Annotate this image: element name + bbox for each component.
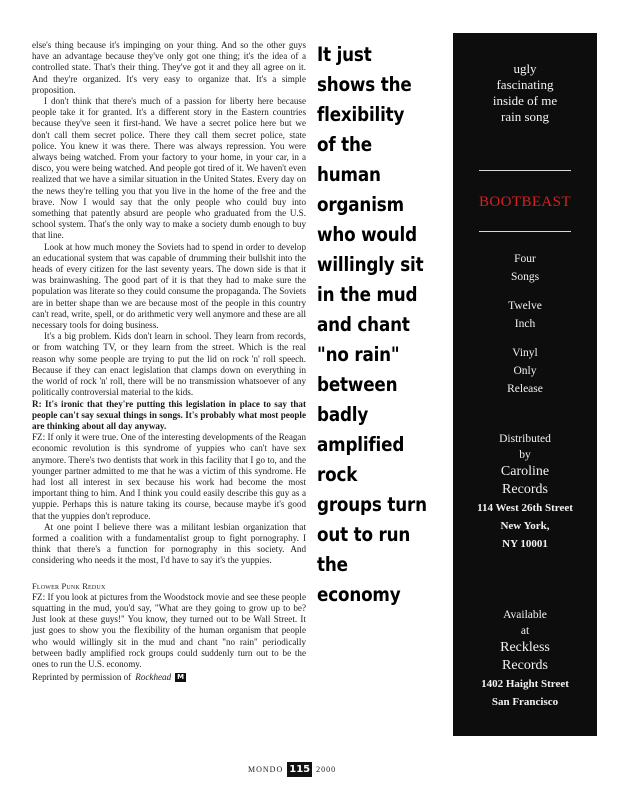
distributor-address-line: 114 West 26th Street xyxy=(477,502,573,514)
ad-distributor xyxy=(453,431,597,553)
mondo-logo-icon: M xyxy=(175,673,186,682)
paragraph: It's a big problem. Kids don't learn in school. They learn from records, or from watching TV, or they learn from the street. Which is the real reason why some people are trying to put the lid on rock 'n' roll speech. Because if they can enact legislation that clamps down on everything in the world of rock 'n' roll, there will be no transmission whatsoever of any politically controversial material to the kids. xyxy=(32,331,306,398)
release-line: Twelve xyxy=(508,300,542,313)
credit-text: Reprinted by permission of xyxy=(32,672,132,683)
release-line: Inch xyxy=(514,317,536,330)
magazine-suffix: 2000 xyxy=(316,765,337,774)
page-footer xyxy=(248,762,336,777)
tagline-line: ugly xyxy=(513,61,537,76)
available-at: at xyxy=(520,625,530,637)
ad-release-info xyxy=(453,251,597,398)
paragraph: FZ: If you look at pictures from the Woodstock movie and see these people squatting in the mud, you'd say, "What are they going to grow up to be? Just look at these guys!" You know, they turned out to be Wall Street. It just goes to show you the flexibility of the human organism that people who would willingly sit in the mud and chant "no rain" periodically between badly amplified rock groups could suddenly turn out to be the ones to run the U.S. economy. xyxy=(32,591,306,669)
release-line: Songs xyxy=(510,270,540,283)
distributor-address-line: NY 10001 xyxy=(502,538,548,550)
paragraph: At one point I believe there was a militant lesbian organization that formed a coalition with a fundamentalist group to fight pornography. I think that there's a function for pornography in this society. And considering who needs it the most, I'd have to say it's the yuppies. xyxy=(32,521,306,566)
available-label: Available xyxy=(503,609,547,621)
distributor-address-line: New York, xyxy=(500,520,550,532)
distributor-name: Records xyxy=(502,482,548,497)
reprint-credit xyxy=(32,672,306,683)
release-line: Release xyxy=(507,382,543,395)
divider xyxy=(479,231,571,232)
store-name: Reckless xyxy=(500,640,550,655)
release-line: Only xyxy=(513,364,537,377)
store-address-line: 1402 Haight Street xyxy=(481,678,569,690)
interviewer-question: R: It's ironic that they're putting this legislation in place to say that people can't say sexual things in songs. It's probably what most people are thinking about all day anyway. xyxy=(32,398,306,431)
page-number: 115 xyxy=(289,764,311,775)
section-title: Flower Punk Redux xyxy=(32,581,106,591)
store-address-line: San Francisco xyxy=(491,696,559,708)
store-name: Records xyxy=(502,658,548,673)
divider xyxy=(479,170,571,171)
ad-tagline xyxy=(453,61,597,125)
distributor-name: Caroline xyxy=(500,464,550,479)
tagline-line: rain song xyxy=(500,109,550,124)
distributed-by: by xyxy=(519,449,531,461)
magazine-name: MONDO xyxy=(248,765,284,774)
bootbeast-advertisement xyxy=(453,33,597,736)
credit-source: Rockhead xyxy=(135,672,172,683)
paragraph: Look at how much money the Soviets had to spend in order to develop an educational system that was capable of drumming their bullshit into the heads of every citizen for the last seventy years. The down side is that it was brainwashing. The good part of it is that they had to make sure the population was literate so they could consume the propaganda. The Soviets are in better shape than we are because most of the people in this country can't read, write, spell, or do arithmetic very well anymore and these are all necessary tools for doing business. xyxy=(32,241,306,331)
release-line: Four xyxy=(514,253,536,265)
release-line: Vinyl xyxy=(512,347,538,360)
paragraph: else's thing because it's impinging on your thing. And so the other guys have an advantage because they've only got one thing; it's the idea of a controlled state. That's their thing. They've got it and they all agree on it. And they're organized. It's very easy to organize that. It's a simple proposition. xyxy=(32,40,306,95)
tagline-line: fascinating xyxy=(496,77,554,92)
article-body xyxy=(32,40,306,683)
tagline-line: inside of me xyxy=(492,93,558,108)
ad-store xyxy=(453,607,597,711)
interview-answer: FZ: If only it were true. One of the interesting developments of the Reagan economic revolution is this syndrome of yuppies who can't have sex anymore. There's two dentists that work in this facility that I go to, and the younger partner admitted to me that he was a victim of this syndrome. He had lost all interest in sex because his work had become the most important thing to him. And I think you could easily describe this guy as a yuppie. Perhaps this is nature taking its course, because maybe it's good that the yuppies don't reproduce. xyxy=(32,432,306,521)
distributed-label: Distributed xyxy=(499,433,551,445)
pull-quote: It just shows the flexibility of the human organism who would willingly sit in the mud and chant "no rain" between badly amplified rock groups turn out to run the economy xyxy=(317,43,427,606)
ad-brand: BOOTBEAST xyxy=(479,194,571,210)
paragraph: I don't think that there's much of a passion for liberty here because people take it for granted. It's a different story in the Eastern countries because they've seen it first-hand. We have a secret police here but we don't call them secret police. There they call them secret police, state police. You knew it was there. There was always repression. You were always being watched. From your factory to your home, in your car, in a disco, you were being watched. And people got tired of it. We haven't even realized that we have a similar situation in the United States. Every day on the news they're telling you that you live in the home of the free and the brave. Now I would say that the only people who could buy into something that patently absurd are people who graduated from the U.S. school system. That's the only way to make a society dumb enough to buy that line. xyxy=(32,96,306,241)
